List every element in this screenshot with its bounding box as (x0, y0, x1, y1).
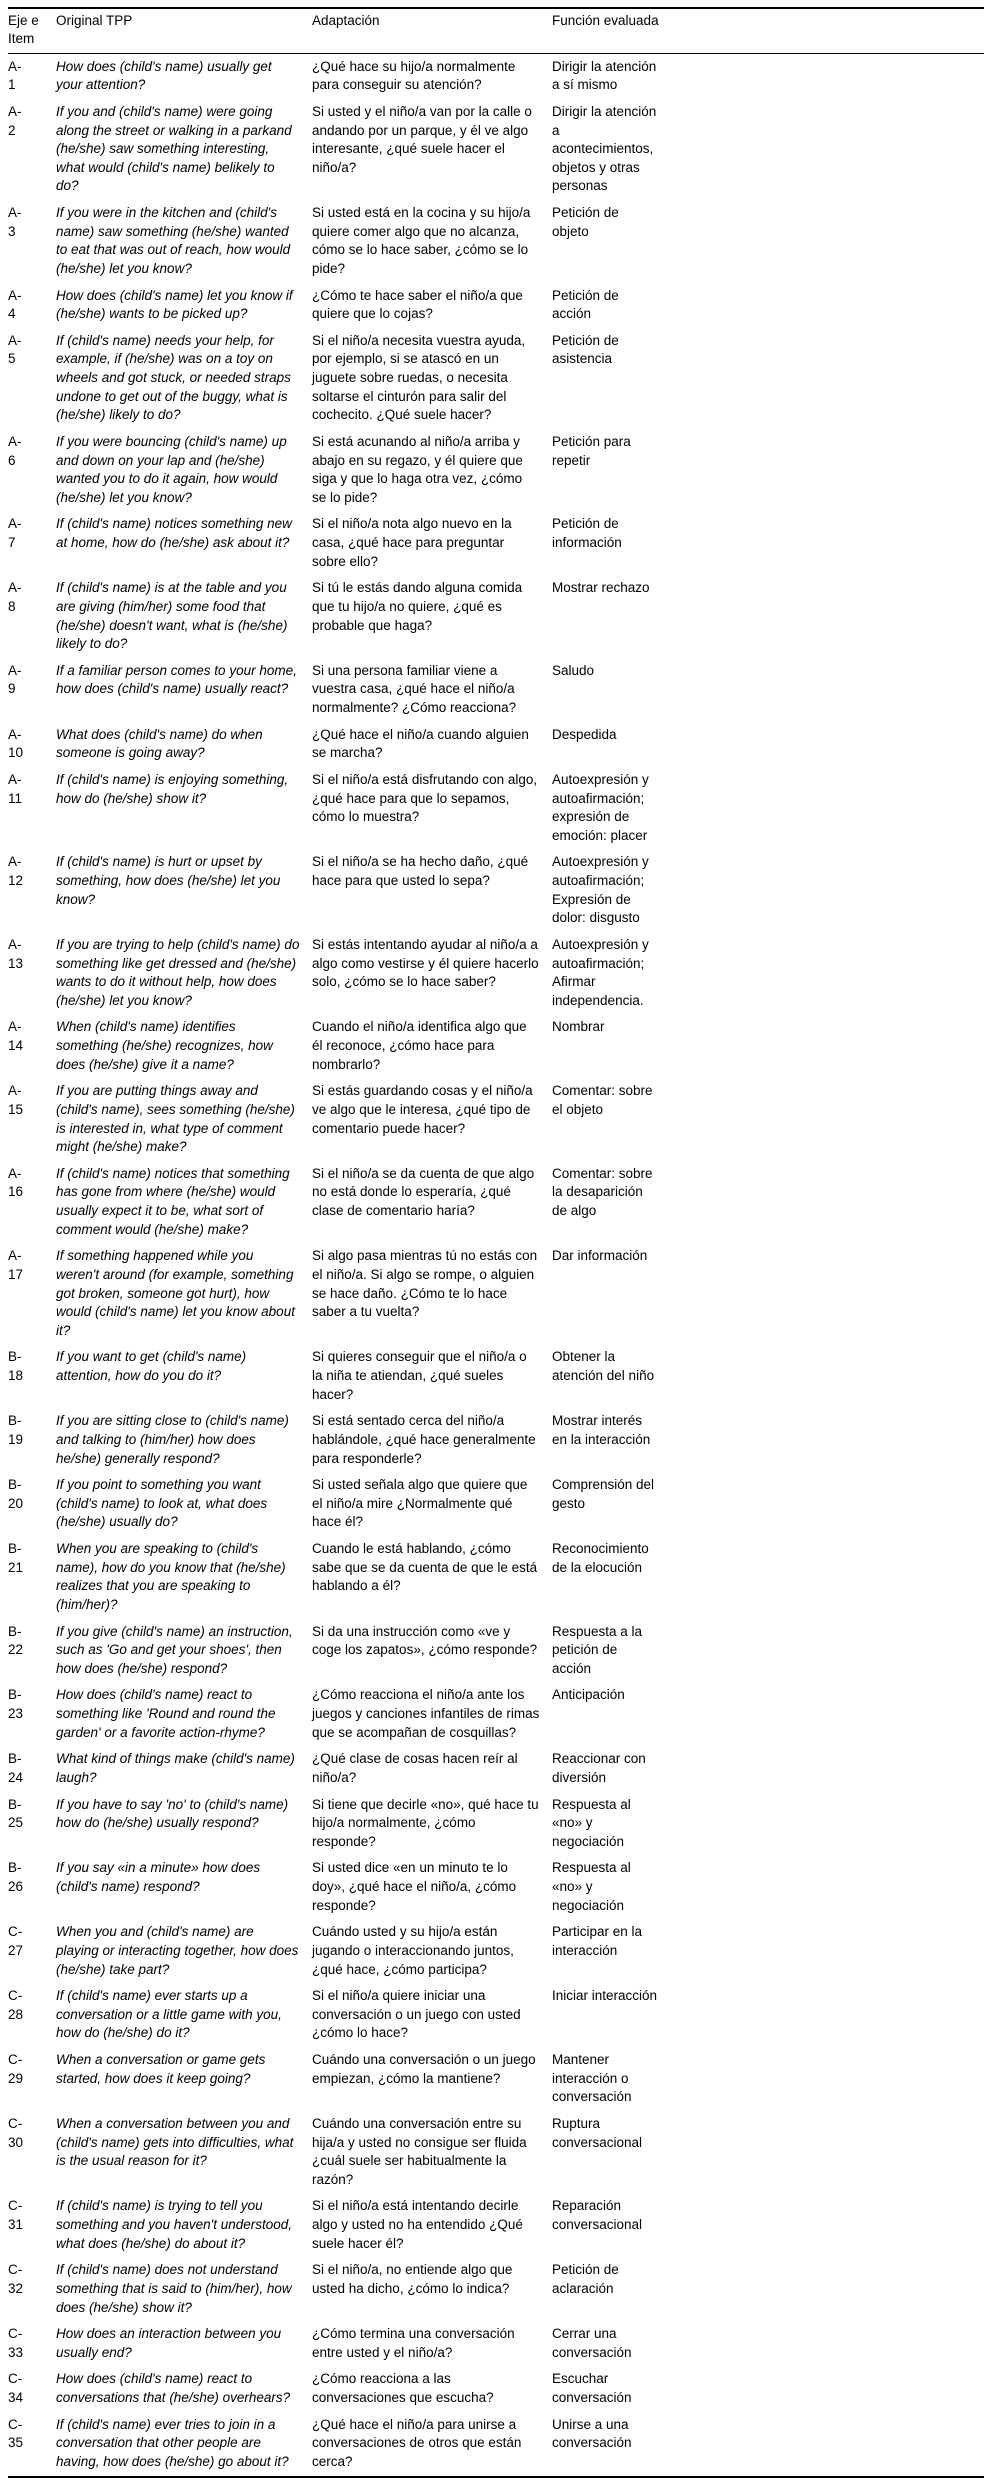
cell-funcion-evaluada: Mostrar rechazo (552, 580, 650, 596)
row-eje-label: B- (8, 1796, 22, 1812)
cell-original-tpp: If a familiar person comes to your home, how does (child's name) usually react? (56, 662, 297, 697)
table-row (8, 1536, 984, 1619)
row-eje-label: C- (8, 2371, 23, 2387)
table-row (8, 2321, 984, 2366)
cell-funcion-evaluada: Petición de información (552, 516, 622, 550)
row-eje-label: A- (8, 516, 22, 532)
header-adaptacion: Adaptación (312, 8, 552, 53)
cell-adaptacion: Si el niño/a está intentando decirle algo y usted no ha entendido ¿Qué suele hacer él? (312, 2198, 523, 2251)
row-item-number: 21 (8, 1559, 24, 1575)
table-row (8, 767, 984, 850)
cell-eje-item (8, 1682, 56, 1746)
cell-adaptacion: Si usted dice «en un minuto te lo doy», ¿qué hace el niño/a, ¿cómo responde? (312, 1860, 517, 1913)
cell-eje-item (8, 1161, 56, 1244)
cell-adaptacion: Si el niño/a está disfrutando con algo, ¿qué hace para que lo sepamos, cómo lo muestra? (312, 771, 538, 825)
cell-adaptacion: ¿Qué hace su hijo/a normalmente para conseguir su atención? (312, 58, 516, 93)
cell-funcion-evaluada: Despedida (552, 726, 617, 742)
row-eje-label: A- (8, 287, 22, 303)
cell-funcion-evaluada: Mantener interacción o conversación (552, 2052, 632, 2105)
row-item-number: 5 (8, 351, 16, 367)
cell-eje-item (8, 2412, 56, 2477)
row-item-number: 11 (8, 790, 23, 806)
row-item-number: 29 (8, 2070, 24, 2086)
cell-funcion-evaluada: Petición de aclaración (552, 2262, 619, 2296)
header-eje-item: Eje e Item (8, 8, 56, 53)
table-row (8, 1014, 984, 1078)
row-item-number: 9 (8, 681, 16, 697)
cell-eje-item (8, 53, 56, 99)
row-item-number: 17 (8, 1266, 24, 1282)
cell-adaptacion: Cuándo usted y su hijo/a están jugando o interaccionando juntos, ¿qué hace, ¿cómo participa? (312, 1924, 514, 1977)
cell-funcion-evaluada: Cerrar una conversación (552, 2326, 632, 2360)
cell-eje-item (8, 328, 56, 429)
row-item-number: 2 (8, 122, 16, 138)
cell-adaptacion: ¿Cómo reacciona a las conversaciones que escucha? (312, 2371, 494, 2405)
row-item-number: 24 (8, 1769, 24, 1785)
cell-funcion-evaluada: Respuesta al «no» y negociación (552, 1860, 631, 1913)
cell-original-tpp: If you and (child's name) were going along the street or walking in a parkand (he/she) saw something interesting, what would (child's name) belikely to do? (56, 103, 292, 194)
cell-adaptacion: Si el niño/a nota algo nuevo en la casa, ¿qué hace para preguntar sobre ello? (312, 516, 512, 569)
cell-adaptacion: ¿Qué hace el niño/a para unirse a conversaciones de otros que están cerca? (312, 2416, 522, 2469)
row-item-number: 13 (8, 955, 24, 971)
cell-eje-item (8, 1792, 56, 1856)
table-row (8, 1682, 984, 1746)
row-eje-label: A- (8, 936, 22, 952)
table-row (8, 1344, 984, 1408)
row-item-number: 14 (8, 1038, 24, 1053)
cell-eje-item (8, 1078, 56, 1161)
cell-original-tpp: If (child's name) ever starts up a conversation or a little game with you, how do (he/she) do it? (56, 1988, 282, 2041)
table-row (8, 99, 984, 200)
cell-eje-item (8, 2111, 56, 2194)
row-eje-label: C- (8, 2326, 23, 2342)
cell-eje-item (8, 283, 56, 328)
cell-eje-item (8, 99, 56, 200)
cell-funcion-evaluada: Dirigir la atención a acontecimientos, objetos y otras personas (552, 103, 657, 194)
row-eje-label: B- (8, 1349, 22, 1365)
cell-funcion-evaluada: Petición para repetir (552, 433, 631, 468)
cell-original-tpp: When a conversation or game gets started, how does it keep going? (56, 2052, 266, 2086)
cell-original-tpp: If you were bouncing (child's name) up and down on your lap and (he/she) wanted you to do it again, how would (he/she) let you know? (56, 433, 287, 505)
row-eje-label: C- (8, 2416, 23, 2432)
cell-original-tpp: If (child's name) does not understand something that is said to (him/her), how does (he/she) show it? (56, 2262, 292, 2315)
cell-original-tpp: If something happened while you weren't around (for example, something got broken, someone got hurt), how would (child's name) let you know about it? (56, 1248, 295, 1338)
table-row (8, 1408, 984, 1472)
cell-eje-item (8, 767, 56, 850)
cell-eje-item (8, 1472, 56, 1536)
cell-adaptacion: Cuando el niño/a identifica algo que él reconoce, ¿cómo hace para nombrarlo? (312, 1019, 527, 1072)
cell-adaptacion: Si usted está en la cocina y su hijo/a quiere comer algo que no alcanza, cómo se lo hace saber, ¿cómo se lo pide? (312, 205, 531, 276)
cell-funcion-evaluada: Reconocimiento de la elocución (552, 1541, 649, 1575)
table-row (8, 2366, 984, 2411)
table-row (8, 1919, 984, 1983)
cell-adaptacion: Si el niño/a necesita vuestra ayuda, por ejemplo, si se atascó en un juguete sobre ruedas, o necesita soltarse el cinturón para salir del cochecito. ¿Qué suele hacer? (312, 332, 526, 423)
cell-adaptacion: Si está acunando al niño/a arriba y abajo en su regazo, y él quiere que siga y que lo haga otra vez, ¿cómo se lo pide? (312, 433, 523, 505)
row-eje-label: A- (8, 771, 22, 787)
row-eje-label: C- (8, 2198, 23, 2214)
cell-eje-item (8, 722, 56, 767)
cell-eje-item (8, 1243, 56, 1344)
cell-funcion-evaluada: Autoexpresión y autoafirmación; Afirmar independencia. (552, 936, 649, 1008)
cell-original-tpp: If you are putting things away and (child's name), sees something (he/she) is interested in, what type of comment might (he/she) make? (56, 1083, 295, 1155)
row-item-number: 15 (8, 1101, 24, 1117)
cell-adaptacion: Si el niño/a se ha hecho daño, ¿qué hace para que usted lo sepa? (312, 854, 529, 888)
row-item-number: 12 (8, 873, 24, 888)
cell-original-tpp: If you say «in a minute» how does (child's name) respond? (56, 1860, 261, 1894)
cell-eje-item (8, 1983, 56, 2047)
cell-adaptacion: Cuando le está hablando, ¿cómo sabe que se da cuenta de que le está hablando a él? (312, 1541, 538, 1594)
cell-funcion-evaluada: Comentar: sobre el objeto (552, 1083, 653, 1117)
cell-adaptacion: Si una persona familiar viene a vuestra casa, ¿qué hace el niño/a normalmente? ¿Cómo reacciona? (312, 662, 517, 715)
cell-funcion-evaluada: Petición de acción (552, 287, 619, 322)
table-row (8, 511, 984, 575)
cell-eje-item (8, 1919, 56, 1983)
row-item-number: 1 (8, 77, 16, 93)
table-row (8, 722, 984, 767)
cell-funcion-evaluada: Nombrar (552, 1019, 605, 1035)
row-item-number: 22 (8, 1642, 24, 1658)
cell-eje-item (8, 1746, 56, 1791)
row-eje-label: C- (8, 1924, 23, 1940)
row-item-number: 31 (8, 2217, 24, 2232)
row-eje-label: A- (8, 58, 22, 74)
row-eje-label: C- (8, 2052, 23, 2067)
row-item-number: 32 (8, 2280, 24, 2296)
cell-original-tpp: If you have to say 'no' to (child's name) how do (he/she) usually respond? (56, 1796, 289, 1831)
cell-original-tpp: If (child's name) needs your help, for example, if (he/she) was on a toy on wheels and got stuck, or needed straps undone to get out of the buggy, what is (he/she) likely to do? (56, 332, 291, 423)
cell-original-tpp: If (child's name) notices something new at home, how do (he/she) ask about it? (56, 516, 292, 550)
table-row (8, 53, 984, 99)
cell-eje-item (8, 658, 56, 722)
row-item-number: 4 (8, 306, 16, 322)
table-row (8, 283, 984, 328)
cell-adaptacion: ¿Cómo reacciona el niño/a ante los juegos y canciones infantiles de rimas que se acompañan de cosquillas? (312, 1687, 540, 1740)
cell-funcion-evaluada: Participar en la interacción (552, 1924, 643, 1958)
row-item-number: 10 (8, 745, 24, 761)
table-row (8, 1619, 984, 1683)
row-eje-label: A- (8, 1165, 22, 1181)
row-eje-label: A- (8, 854, 22, 870)
cell-funcion-evaluada: Comentar: sobre la desaparición de algo (552, 1165, 653, 1218)
cell-original-tpp: If you were in the kitchen and (child's name) saw something (he/she) wanted to eat that was out of reach, how would (he/she) let you know? (56, 205, 291, 276)
row-item-number: 23 (8, 1706, 24, 1721)
table-row (8, 2111, 984, 2194)
cell-funcion-evaluada: Petición de objeto (552, 205, 619, 239)
cell-eje-item (8, 575, 56, 658)
cell-original-tpp: If (child's name) is enjoying something, how do (he/she) show it? (56, 771, 289, 806)
cell-funcion-evaluada: Saludo (552, 662, 595, 678)
cell-adaptacion: Si el niño/a, no entiende algo que usted ha dicho, ¿cómo lo indica? (312, 2262, 513, 2296)
header-original-tpp: Original TPP (56, 8, 312, 53)
cell-funcion-evaluada: Respuesta al «no» y negociación (552, 1796, 631, 1849)
cell-original-tpp: What kind of things make (child's name) laugh? (56, 1751, 295, 1785)
cell-eje-item (8, 200, 56, 283)
table-row (8, 328, 984, 429)
row-item-number: 7 (8, 535, 16, 550)
table-row (8, 1983, 984, 2047)
row-eje-label: A- (8, 332, 22, 348)
table-row (8, 1472, 984, 1536)
row-item-number: 18 (8, 1368, 24, 1383)
header-funcion-evaluada: Función evaluada (552, 8, 984, 53)
row-eje-label: C- (8, 1988, 23, 2004)
cell-original-tpp: How does (child's name) usually get your attention? (56, 58, 272, 93)
cell-original-tpp: If (child's name) is trying to tell you something and you haven't understood, what does (he/she) do about it? (56, 2198, 292, 2251)
row-item-number: 20 (8, 1495, 24, 1511)
table-row (8, 1161, 984, 1244)
cell-eje-item (8, 932, 56, 1015)
cell-funcion-evaluada: Dar información (552, 1248, 648, 1264)
cell-original-tpp: How does (child's name) react to conversations that (he/she) overhears? (56, 2371, 291, 2405)
cell-adaptacion: Cuándo una conversación o un juego empiezan, ¿cómo la mantiene? (312, 2052, 536, 2086)
cell-eje-item (8, 1344, 56, 1408)
cell-adaptacion: Si da una instrucción como «ve y coge los zapatos», ¿cómo responde? (312, 1623, 538, 1658)
table-body (8, 53, 984, 2476)
cell-funcion-evaluada: Reaccionar con diversión (552, 1751, 646, 1785)
cell-adaptacion: Si el niño/a quiere iniciar una conversación o un juego con usted ¿cómo lo hace? (312, 1988, 521, 2041)
cell-funcion-evaluada: Escuchar conversación (552, 2371, 632, 2405)
row-item-number: 33 (8, 2344, 24, 2360)
cell-adaptacion: Si tú le estás dando alguna comida que tu hijo/a no quiere, ¿qué es probable que haga? (312, 580, 523, 633)
cell-funcion-evaluada: Respuesta a la petición de acción (552, 1623, 643, 1676)
cell-funcion-evaluada: Iniciar interacción (552, 1988, 658, 2004)
cell-funcion-evaluada: Autoexpresión y autoafirmación; Expresión de dolor: disgusto (552, 854, 649, 926)
cell-original-tpp: When a conversation between you and (child's name) gets into difficulties, what is the usual reason for it? (56, 2115, 294, 2169)
table-row (8, 429, 984, 512)
cell-funcion-evaluada: Ruptura conversacional (552, 2115, 643, 2150)
cell-eje-item (8, 849, 56, 932)
cell-adaptacion: ¿Qué hace el niño/a cuando alguien se marcha? (312, 726, 529, 761)
row-eje-label: B- (8, 1751, 22, 1767)
cell-original-tpp: How does an interaction between you usually end? (56, 2326, 282, 2360)
row-item-number: 16 (8, 1184, 24, 1200)
row-eje-label: A- (8, 103, 22, 119)
cell-funcion-evaluada: Autoexpresión y autoafirmación; expresión de emoción: placer (552, 771, 649, 843)
row-eje-label: B- (8, 1541, 22, 1556)
cell-original-tpp: If you are trying to help (child's name) do something like get dressed and (he/she) wants to do it without help, how does (he/she) let you know? (56, 936, 300, 1008)
cell-eje-item (8, 1855, 56, 1919)
row-eje-label: A- (8, 205, 22, 220)
row-eje-label: B- (8, 1413, 22, 1429)
row-item-number: 25 (8, 1815, 24, 1831)
cell-adaptacion: Cuándo una conversación entre su hija/a y usted no consigue ser fluida ¿cuál suele ser habitualmente la razón? (312, 2115, 527, 2187)
table-row (8, 1243, 984, 1344)
table-row (8, 849, 984, 932)
cell-original-tpp: How does (child's name) react to something like 'Round and round the garden' or a favorite action-rhyme? (56, 1687, 276, 1740)
cell-original-tpp: If you point to something you want (child's name) to look at, what does (he/she) usually do? (56, 1477, 268, 1530)
cell-eje-item (8, 429, 56, 512)
cell-adaptacion: Si tiene que decirle «no», qué hace tu hijo/a normalmente, ¿cómo responde? (312, 1796, 539, 1849)
row-item-number: 26 (8, 1879, 24, 1894)
row-eje-label: B- (8, 1687, 22, 1703)
cell-original-tpp: If (child's name) is at the table and you are giving (him/her) some food that (he/she) doesn't want, what is (he/she) likely to do? (56, 580, 288, 652)
table-row (8, 575, 984, 658)
table-row (8, 2257, 984, 2321)
cell-original-tpp: If you give (child's name) an instruction, such as 'Go and get your shoes', then how does (he/she) respond? (56, 1623, 293, 1676)
cell-eje-item (8, 2257, 56, 2321)
table-row (8, 2047, 984, 2111)
row-item-number: 27 (8, 1942, 24, 1958)
table-row (8, 2193, 984, 2257)
cell-original-tpp: If (child's name) is hurt or upset by something, how does (he/she) let you know? (56, 854, 281, 907)
table-row (8, 1078, 984, 1161)
row-eje-label: A- (8, 1083, 22, 1099)
cell-eje-item (8, 2193, 56, 2257)
table-row (8, 658, 984, 722)
row-eje-label: A- (8, 726, 22, 742)
cell-eje-item (8, 1408, 56, 1472)
cell-original-tpp: When you and (child's name) are playing or interacting together, how does (he/she) take part? (56, 1924, 299, 1977)
cell-funcion-evaluada: Anticipación (552, 1687, 625, 1703)
cell-eje-item (8, 2047, 56, 2111)
row-eje-label: A- (8, 433, 22, 449)
table-row (8, 2412, 984, 2477)
cell-funcion-evaluada: Obtener la atención del niño (552, 1349, 655, 1383)
row-item-number: 19 (8, 1431, 24, 1447)
cell-adaptacion: Si el niño/a se da cuenta de que algo no está donde lo esperaría, ¿qué clase de comentario haría? (312, 1165, 535, 1218)
row-item-number: 28 (8, 2006, 24, 2022)
row-eje-label: A- (8, 580, 22, 596)
cell-funcion-evaluada: Mostrar interés en la interacción (552, 1413, 651, 1447)
row-eje-label: A- (8, 1019, 22, 1035)
cell-eje-item (8, 2321, 56, 2366)
cell-original-tpp: If (child's name) notices that something has gone from where (he/she) would usually expect it to be, what sort of comment would (he/she) make? (56, 1165, 290, 1237)
table-row (8, 1792, 984, 1856)
cell-original-tpp: How does (child's name) let you know if (he/she) wants to be picked up? (56, 287, 293, 322)
row-item-number: 34 (8, 2390, 24, 2405)
cell-funcion-evaluada: Petición de asistencia (552, 332, 619, 367)
cell-adaptacion: ¿Cómo termina una conversación entre usted y el niño/a? (312, 2326, 515, 2360)
cell-adaptacion: Si estás intentando ayudar al niño/a a algo como vestirse y él quiere hacerlo solo, ¿cómo se lo hace saber? (312, 936, 539, 990)
row-eje-label: B- (8, 1860, 22, 1876)
row-item-number: 8 (8, 598, 16, 614)
row-eje-label: B- (8, 1477, 22, 1493)
cell-adaptacion: Si quieres conseguir que el niño/a o la niña te atiendan, ¿qué sueles hacer? (312, 1349, 527, 1402)
row-eje-label: A- (8, 662, 22, 678)
cell-original-tpp: What does (child's name) do when someone is going away? (56, 726, 263, 761)
table-row (8, 200, 984, 283)
row-item-number: 3 (8, 223, 16, 239)
table-header-row (8, 8, 984, 53)
row-item-number: 35 (8, 2435, 24, 2451)
cell-funcion-evaluada: Comprensión del gesto (552, 1477, 655, 1511)
table-row (8, 932, 984, 1015)
cell-adaptacion: ¿Cómo te hace saber el niño/a que quiere que lo cojas? (312, 287, 523, 322)
cell-eje-item (8, 1536, 56, 1619)
cell-adaptacion: Si está sentado cerca del niño/a hablándole, ¿qué hace generalmente para responderle? (312, 1413, 536, 1466)
cell-adaptacion: Si estás guardando cosas y el niño/a ve algo que le interesa, ¿qué tipo de comentario puede hacer? (312, 1083, 533, 1136)
row-eje-label: C- (8, 2262, 23, 2278)
cell-eje-item (8, 511, 56, 575)
row-eje-label: C- (8, 2115, 23, 2131)
cell-funcion-evaluada: Dirigir la atención a sí mismo (552, 58, 657, 93)
table-row (8, 1746, 984, 1791)
table-row (8, 1855, 984, 1919)
cell-funcion-evaluada: Unirse a una conversación (552, 2416, 632, 2451)
cell-original-tpp: If you want to get (child's name) attention, how do you do it? (56, 1349, 247, 1383)
row-item-number: 6 (8, 452, 16, 468)
cell-original-tpp: If you are sitting close to (child's name) and talking to (him/her) how does he/she) generally respond? (56, 1413, 289, 1466)
cell-original-tpp: When you are speaking to (child's name), how do you know that (he/she) realizes that you are speaking to (him/her)? (56, 1541, 286, 1612)
cell-eje-item (8, 2366, 56, 2411)
cell-eje-item (8, 1014, 56, 1078)
row-eje-label: A- (8, 1248, 22, 1264)
cell-adaptacion: Si usted y el niño/a van por la calle o andando por un parque, y él ve algo interesante, ¿qué suele hacer el niño/a? (312, 103, 532, 175)
row-eje-label: B- (8, 1623, 22, 1639)
cell-adaptacion: Si usted señala algo que quiere que el niño/a mire ¿Normalmente qué hace él? (312, 1477, 528, 1530)
row-item-number: 30 (8, 2134, 24, 2150)
cell-original-tpp: When (child's name) identifies something (he/she) recognizes, how does (he/she) give it a name? (56, 1019, 273, 1072)
cell-adaptacion: ¿Qué clase de cosas hacen reír al niño/a? (312, 1751, 518, 1785)
cell-eje-item (8, 1619, 56, 1683)
tpp-adaptation-table (8, 7, 984, 2478)
cell-funcion-evaluada: Reparación conversacional (552, 2198, 643, 2232)
cell-adaptacion: Si algo pasa mientras tú no estás con el niño/a. Si algo se rompe, o alguien se hace daño. ¿Cómo te lo hace saber a tu vuelta? (312, 1248, 538, 1320)
cell-original-tpp: If (child's name) ever tries to join in a conversation that other people are having, how does (he/she) go about it? (56, 2416, 289, 2469)
